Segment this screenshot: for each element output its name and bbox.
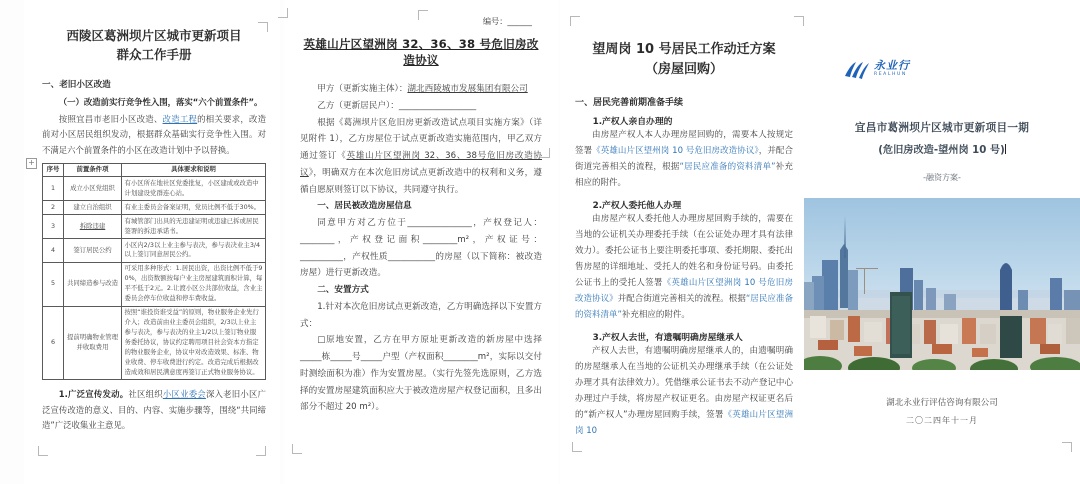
col-header-item: 前置条件项 bbox=[64, 163, 122, 177]
party-a-line bbox=[300, 81, 542, 98]
row-desc: 有业主委员会备案证明，党员比例不低于30%。 bbox=[122, 201, 266, 215]
material-list-link[interactable]: “居民应准备的资料清单” bbox=[575, 294, 793, 321]
p3-text: 产权人去世，有遗嘱明确房屋继承人的，由遗嘱明确的房屋继承人在当地的公证机关办理继承手续（在公证处办理才具有法律效力）。凭借继承公证书去不动产登记中心办理过户手续，将房屋产权证更名。由房屋产权证更名后的“新产权人”办理房屋回购手续，签署 bbox=[575, 345, 793, 421]
party-b-label: 乙方（更新居民户）： bbox=[317, 100, 399, 111]
page-agreement bbox=[284, 0, 558, 484]
page-corner-mark bbox=[572, 442, 582, 452]
party-a-value: 湖北西陵城市发展集团有限公司 bbox=[407, 84, 528, 94]
table-header-row bbox=[43, 163, 266, 177]
party-b-line bbox=[300, 98, 542, 115]
page-corner-mark bbox=[38, 446, 48, 456]
logo-text-block bbox=[874, 60, 910, 77]
party-a-label: 甲方（更新实施主体）： bbox=[317, 84, 408, 94]
section-heading: 一、老旧小区改造 bbox=[42, 79, 111, 90]
page-corner-mark bbox=[540, 148, 550, 158]
row-no: 6 bbox=[43, 306, 64, 379]
cover-title-line2 bbox=[804, 141, 1080, 156]
p2-text-end: 补充相应的附件。 bbox=[621, 310, 690, 321]
intro-text: 按照宜昌市老旧小区改造、 bbox=[58, 113, 163, 124]
section-1-heading: 一、居民被改造房屋信息 bbox=[317, 201, 412, 212]
p2-text-mid: 并配合街道完善相关的流程。根据 bbox=[617, 294, 746, 305]
page-handbook bbox=[24, 0, 280, 484]
cover-subtitle: -融资方案- bbox=[923, 173, 961, 182]
page-title bbox=[42, 26, 266, 65]
cover-title-line2-text: (危旧房改造-望州岗 10 号) bbox=[878, 145, 1005, 156]
row-no: 5 bbox=[43, 262, 64, 306]
plan-title bbox=[575, 40, 793, 79]
party-b-blank-field[interactable]: __________________ bbox=[398, 100, 477, 111]
row-item: 建立自治组织 bbox=[64, 201, 122, 215]
demolition-link[interactable]: 拆除违建 bbox=[64, 215, 122, 239]
table-row bbox=[43, 201, 266, 215]
publicity-paragraph bbox=[42, 387, 266, 434]
table-row bbox=[43, 239, 266, 263]
subsection-heading: （一）改造前实行竞争性入围，落实“六个前置条件”。 bbox=[58, 96, 263, 107]
row-desc: 可采用多种形式：1.居民出资，出资比例不低于90%，出资数额按每户业主房屋建筑面积计算，每平不低于2元。2.让渡小区公共部位收益，含业主委员会停车位收益和停车费收益。 bbox=[122, 262, 266, 306]
p1-text-mid: ，并配合街道完善相关的流程，根据 bbox=[575, 146, 793, 173]
publicity-text: 社区组织 bbox=[128, 389, 163, 400]
agreement-title: 英雄山片区望洲岗 32、36、38 号危旧房改造协议 bbox=[303, 37, 539, 67]
table-row bbox=[43, 306, 266, 379]
page-corner-mark bbox=[256, 446, 266, 456]
agreement-ref-link[interactable]: 《英雄山片区望洲岗 10 号危旧房改造协议》 bbox=[575, 278, 793, 305]
plan-item-2-body bbox=[575, 211, 793, 324]
page-financing-cover bbox=[804, 0, 1080, 484]
plan-item-1-heading: 1.产权人亲自办理的 bbox=[592, 117, 673, 127]
row-desc: 有小区所在地社区党委批复，小区建成或改造中计划建设党群连心站。 bbox=[122, 177, 266, 201]
publicity-text-cont: 深入老旧小区广泛宣传改造的意义、目的、内容、实施步骤等，围绕“共同缔造”广泛收集业主意见。 bbox=[42, 389, 267, 431]
page-corner-mark bbox=[1062, 442, 1072, 452]
agreement-intro-cont: 》，明确双方在本次危旧房试点更新改造中的权利和义务，遵循自愿原则签订以下协议，共同遵守执行。 bbox=[300, 167, 542, 195]
row-item: 成立小区党组织 bbox=[64, 177, 122, 201]
page-corner-mark bbox=[278, 8, 288, 18]
row-desc: 按照“谁投资谁受益”的原则，物业服务企业先行介入；改造前由业主委员会组织，2/3以上业主参与表决，参与表决的业主1/2以上签订物业服务委托协议，协议约定聘用项目社会资本方指定的物业服务企业，协议中对改造效果、标准、物业收费、停车收费进行约定。改造完成后根据改造成效和居民满意度再签订正式物业服务协议。 bbox=[122, 306, 266, 379]
report-date: 二〇二四年十一月 bbox=[906, 416, 978, 425]
logo-cn-text: 永业行 bbox=[874, 59, 910, 72]
intro-text-cont: 的相关要求，改造前对小区居民组织发动，根据群众基础实行竞争性入围。对不满足六个前置条件的小区在改造计划中予以替换。 bbox=[42, 113, 267, 155]
agreement-intro bbox=[300, 115, 542, 199]
yongyehang-logo bbox=[844, 60, 910, 80]
page-corner-mark bbox=[570, 16, 580, 26]
plan-item-3-body bbox=[575, 343, 793, 440]
row-no: 1 bbox=[43, 177, 64, 201]
agreement-intro-text: 根据《葛洲坝片区危旧房更新改造试点项目实施方案》（详见附件 1），乙方房屋位于试点更新改造实施范围内，甲乙双方通过签订《 bbox=[300, 117, 542, 161]
p1-text-end: 补充相应的附件。 bbox=[575, 162, 793, 189]
section-2-heading: 二、安置方式 bbox=[317, 285, 369, 295]
intro-paragraph bbox=[42, 112, 266, 159]
text-cursor bbox=[1005, 144, 1006, 154]
row-no: 3 bbox=[43, 215, 64, 239]
house-info-paragraph: 同意甲方对乙方位于_______________，产权登记人：________，产权登记面积________m²，产权证号：__________，产权性质___________的房屋（以下简称：被改造房屋）进行更新改造。 bbox=[300, 218, 542, 279]
resettle-intro: 1.针对本次危旧房试点更新改造，乙方明确选择以下安置方式： bbox=[300, 301, 542, 329]
plan-section-heading: 一、居民完善前期准备手续 bbox=[575, 98, 684, 108]
row-item: 签订居民公约 bbox=[64, 239, 122, 263]
material-list-link[interactable]: “居民应准备的资料清单” bbox=[679, 162, 776, 173]
row-no: 4 bbox=[43, 239, 64, 263]
plan-item-2-heading: 2.产权人委托他人办理 bbox=[592, 200, 682, 211]
page-corner-mark bbox=[418, 10, 428, 20]
plan-item-3-heading: 3.产权人去世，有遗嘱明确房屋继承人 bbox=[592, 332, 743, 343]
title-line1: 西陵区葛洲坝片区城市更新项目 bbox=[66, 28, 242, 43]
col-header-desc: 具体要求和说明 bbox=[122, 163, 266, 177]
p1-text: 由房屋产权人本人办理房屋回购的，需要本人按规定签署 bbox=[575, 130, 793, 157]
cover-title-line1: 宜昌市葛洲坝片区城市更新项目一期 bbox=[854, 122, 1030, 134]
plan-title-line2: （房屋回购） bbox=[644, 61, 723, 77]
col-header-no: 序号 bbox=[43, 163, 64, 177]
table-move-handle-icon[interactable]: + bbox=[26, 158, 37, 169]
row-no: 2 bbox=[43, 201, 64, 215]
page-relocation-plan bbox=[560, 0, 806, 484]
agreement-ref-link[interactable]: 《英雄山片区望州岗 10 号危旧房改造协议》 bbox=[592, 146, 759, 157]
page-corner-mark bbox=[258, 22, 268, 32]
city-skyline-photo bbox=[804, 198, 1080, 370]
table-row bbox=[43, 262, 266, 306]
publicity-lead: 1.广泛宣传发动。 bbox=[58, 389, 129, 400]
preconditions-table bbox=[42, 163, 266, 381]
plan-title-line1: 望周岗 10 号居民工作动迁方案 bbox=[592, 42, 776, 57]
agreement-name-underlined: 英雄山片区望洲岗 32、36、38号危旧房改造协议 bbox=[300, 151, 542, 178]
plan-item-1-body bbox=[575, 127, 793, 192]
row-desc: 小区内2/3以上业主参与表决，参与表决业主3/4以上签订同意居民公约。 bbox=[122, 239, 266, 263]
serial-number-field[interactable]: 编号：______ bbox=[482, 16, 532, 26]
cover-titles bbox=[804, 120, 1080, 156]
resettle-option-checkbox[interactable]: □原地安置，乙方在甲方原址更新改造的新房屋中选择_____栋_____号_____户型（产权面积________m²，实际以交付时测绘面积为准）作为安置房屋。（实行先签先选原则，乙方选择的安置房屋建筑面积应大于被改造房屋产权登记面积，且多出部分不超过 20 m²）。 bbox=[300, 335, 542, 413]
p2-text: 由房屋产权人委托他人办理房屋回购手续的，需要在当地的公证机关办理委托手续（在公证处办理才具有法律效力）。委托公证书上要注明委托事项、委托期限、委托出售房屋的详细地址、受托人的姓名和身份证号码。由委托公证书上的受托人签署 bbox=[575, 213, 793, 289]
title-line2: 群众工作手册 bbox=[116, 47, 192, 63]
row-item: 提前明确物业管理并收取费用 bbox=[64, 306, 122, 379]
agreement-ref-link[interactable]: 《英雄山片区望洲岗 10 bbox=[575, 410, 793, 437]
logo-en-text: REALHUN bbox=[874, 72, 907, 78]
page-corner-mark bbox=[794, 16, 804, 26]
owners-committee-link[interactable]: 小区业委会 bbox=[162, 389, 206, 400]
row-desc: 有城管部门出具的无违建证明或违建已拆或居民签署的拆违承诺书。 bbox=[122, 215, 266, 239]
logo-wave-icon bbox=[844, 60, 870, 80]
page-corner-mark bbox=[292, 444, 302, 454]
table-row bbox=[43, 177, 266, 201]
table-row bbox=[43, 215, 266, 239]
renovation-project-link[interactable]: 改造工程 bbox=[162, 113, 198, 124]
company-name: 湖北永业行评估咨询有限公司 bbox=[886, 398, 998, 408]
row-item: 共同缔造参与改造 bbox=[64, 262, 122, 306]
